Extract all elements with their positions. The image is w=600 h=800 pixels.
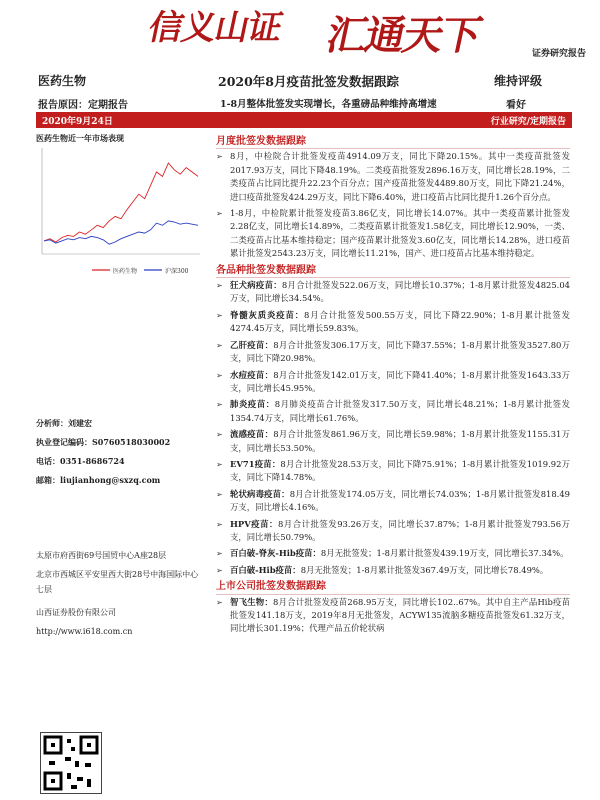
company-website[interactable]: http://www.i618.com.cn	[36, 627, 133, 636]
item-text: 8月合计批签发500.55万支，同比下降22.90%；1-8月累计批签发4274.45万支，同比增长59.83%。	[230, 309, 571, 334]
item-text: 8月无批签发；1-8月累计批签发439.19万支，同比增长37.34%。	[320, 548, 569, 559]
item-label: 水痘疫苗：	[230, 369, 274, 380]
item-label: HPV疫苗：	[230, 518, 278, 529]
item-text: 8月合计批签发174.05万支，同比增长74.03%；1-8月累计批签发818.49万支，同比增长4.16%。	[230, 488, 571, 513]
list-item	[216, 518, 570, 545]
analyst-phone: 电话：0351-8686724	[36, 456, 125, 466]
list-item	[216, 207, 570, 261]
list-item	[216, 547, 570, 560]
page-title: 2020年8月疫苗批签发数据跟踪	[218, 74, 399, 89]
bullet-arrow-icon: ➢	[216, 430, 223, 440]
bullet-arrow-icon: ➢	[216, 152, 223, 162]
section-title: 各品种批签发数据跟踪	[216, 264, 570, 278]
analyst-name: 分析师：刘建宏	[36, 418, 92, 428]
list-item	[216, 369, 570, 396]
series-line-2	[44, 221, 198, 244]
section-title: 上市公司批签发数据跟踪	[216, 580, 570, 594]
address-beijing: 北京市西城区平安里西大街28号中海国际中心七层	[36, 570, 199, 594]
report-reason: 报告原因：定期报告	[38, 100, 128, 111]
brand-logo-left: 信义山证	[145, 8, 286, 48]
analyst-email[interactable]: 邮箱：liujianhong@sxzq.com	[36, 475, 161, 485]
item-text: 8月，中检院合计批签发疫苗4914.09万支，同比下降20.15%。其中一类疫苗批签发2017.93万支，同比下降48.19%。二类疫苗批签发2896.16万支，同比增长28.19%，二类疫苗占比同比提升22.23个百分点；国产疫苗批签发4489.80万支，同比下降21.24%，进口疫苗批签发424.29万支，同比下降6.40%，进口疫苗占比同比提升1.26个百分点。	[230, 151, 570, 202]
item-label: 流感疫苗：	[230, 429, 274, 440]
brand-logo-right: 汇通天下	[322, 12, 485, 59]
company-name: 山西证券股份有限公司	[36, 608, 116, 617]
bullet-arrow-icon: ➢	[216, 565, 223, 575]
legend-label-1: 医药生物	[113, 268, 138, 275]
section-title: 月度批签发数据跟踪	[216, 135, 570, 149]
item-label: 百白破-Hib疫苗：	[230, 564, 301, 575]
item-label: 百白破-脊灰-Hib疫苗：	[230, 548, 321, 559]
legend-label-2: 沪深300	[165, 268, 189, 275]
report-type: 证券研究报告	[531, 49, 586, 59]
bullet-arrow-icon: ➢	[216, 281, 223, 291]
item-text: 8月合计批签发142.01万支，同比下降41.40%；1-8月累计批签发1643.33万支，同比增长45.95%。	[230, 369, 571, 393]
list-item	[216, 428, 570, 455]
date-bar	[36, 112, 572, 128]
list-item	[216, 309, 570, 336]
qr-code-icon	[40, 732, 102, 794]
list-item	[216, 596, 570, 636]
item-text: 8月合计批签发28.53万支，同比下降75.91%；1-8月累计批签发1019.92万支，同比下降14.78%。	[230, 458, 570, 483]
item-text: 8月无批签发；1-8月累计批签发367.49万支，同比增长78.49%。	[300, 564, 549, 575]
series-line-1	[44, 163, 198, 242]
cert-number: 执业登记编码：S0760518030002	[36, 437, 171, 447]
view-label: 看好	[506, 100, 526, 111]
item-text: 8月肺炎疫苗合计批签发317.50万支，同比增长48.21%；1-8月累计批签发1354.74万支，同比增长61.76%。	[230, 399, 570, 423]
list-item	[216, 564, 570, 577]
address-taiyuan: 太原市府西街69号国贸中心A座28层	[36, 551, 167, 560]
item-text: 8月合计批签发疫苗268.95万支，同比增长102..67%。其中自主产品Hib疫苗批签发141.18万支，2019年8月无批签发，ACYW135流脑多糖疫苗批签发61.32万支，同比增长301.19%；代理产品五价轮状病	[230, 596, 571, 634]
list-item	[216, 339, 570, 366]
report-date: 2020年9月24日	[42, 117, 113, 127]
bullet-arrow-icon: ➢	[216, 489, 223, 499]
item-label: 脊髓灰质炎疫苗：	[230, 309, 305, 320]
industry-label: 医药生物	[38, 74, 87, 88]
item-text: 8月合计批签发522.06万支，同比增长10.37%；1-8月累计批签发4825.04万支，同比增长34.54%。	[230, 280, 571, 304]
item-text: 8月合计批签发306.17万支，同比下降37.55%；1-8月累计批签发3527.80万支，同比下降20.98%。	[230, 339, 571, 364]
item-label: 狂犬病疫苗：	[230, 280, 282, 291]
bullet-arrow-icon: ➢	[216, 209, 223, 219]
bullet-arrow-icon: ➢	[216, 310, 223, 320]
list-item	[216, 488, 570, 515]
bullet-arrow-icon: ➢	[216, 400, 223, 410]
bullet-arrow-icon: ➢	[216, 459, 223, 469]
bullet-arrow-icon: ➢	[216, 340, 223, 350]
chart-title: 医药生物近一年市场表现	[36, 133, 124, 143]
item-text: 8月合计批签发93.26万支，同比增长37.87%；1-8月累计批签发793.56万支，同比增长50.79%。	[230, 518, 570, 542]
bullet-arrow-icon: ➢	[216, 519, 223, 529]
item-label: 轮状病毒疫苗：	[230, 488, 290, 499]
list-item	[216, 279, 570, 306]
rating-label: 维持评级	[494, 74, 543, 88]
list-item	[216, 398, 570, 425]
bullet-arrow-icon: ➢	[216, 370, 223, 380]
bullet-arrow-icon: ➢	[216, 549, 223, 559]
item-text: 8月合计批签发861.96万支，同比增长59.98%；1-8月累计批签发1155.31万支，同比增长53.50%。	[230, 429, 571, 453]
subtitle: 1-8月整体批签发实现增长，各重磅品种维持高增速	[220, 99, 437, 110]
item-label: 乙肝疫苗：	[230, 339, 274, 350]
item-label: 肺炎疫苗：	[230, 399, 275, 410]
list-item	[216, 150, 570, 204]
item-label: EV71疫苗：	[230, 458, 281, 469]
list-item	[216, 458, 570, 485]
report-category: 行业研究/定期报告	[490, 117, 566, 127]
item-label: 智飞生物：	[230, 596, 274, 607]
item-text: 1-8月，中检院累计批签发疫苗3.86亿支，同比增长14.07%。其中一类疫苗累计批签发2.28亿支，同比增长14.89%，二类疫苗累计批签发1.58亿支，同比增长12.90%，一类、二类疫苗占比基本维持稳定；国产疫苗累计批签发3.60亿支，同比增长14.28%，进口疫苗累计批签发2543.23万支，同比增长11.21%，国产、进口疫苗占比基本维持稳定。	[230, 208, 570, 259]
market-performance-chart	[36, 142, 206, 282]
report-body	[216, 133, 570, 639]
bullet-arrow-icon: ➢	[216, 597, 223, 607]
